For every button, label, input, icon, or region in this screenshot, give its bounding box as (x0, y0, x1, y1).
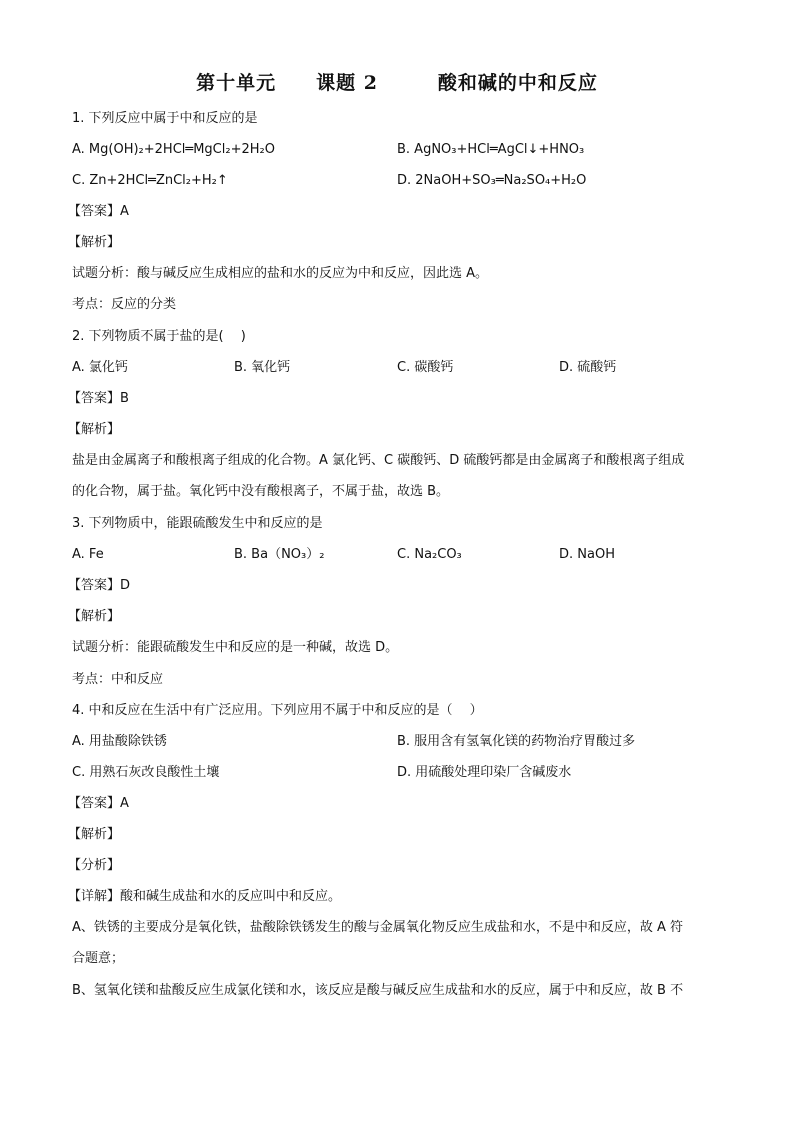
question-2-analysis-line-2: 的化合物，属于盐。氧化钙中没有酸根离子，不属于盐，故选 B。 (72, 484, 450, 499)
question-3-option-b: B. Ba（NO₃）₂ (234, 547, 325, 562)
question-1-analysis: 试题分析：酸与碱反应生成相应的盐和水的反应为中和反应，因此选 A。 (72, 266, 489, 281)
question-4-option-a: A. 用盐酸除铁锈 (72, 734, 167, 749)
question-2-option-b: B. 氧化钙 (234, 360, 291, 375)
question-4-explanation-b-line-1: B、氢氧化镁和盐酸反应生成氯化镁和水，该反应是酸与碱反应生成盐和水的反应，属于中和反应，故 B 不 (72, 983, 684, 998)
question-4-explanation-a-line-2: 合题意； (72, 951, 125, 966)
question-3-option-d: D. NaOH (559, 547, 615, 562)
question-1-analysis-label: 【解析】 (68, 235, 121, 250)
question-4-answer: 【答案】A (68, 796, 129, 811)
question-4-option-b: B. 服用含有氢氧化镁的药物治疗胃酸过多 (397, 734, 636, 749)
question-3-option-a: A. Fe (72, 547, 104, 562)
question-4-stem: 4. 中和反应在生活中有广泛应用。下列应用不属于中和反应的是（ ） (72, 703, 483, 718)
question-4-fenxi-label: 【分析】 (68, 858, 121, 873)
question-4-option-c: C. 用熟石灰改良酸性土壤 (72, 765, 220, 780)
question-1-answer: 【答案】A (68, 204, 129, 219)
question-2-analysis-label: 【解析】 (68, 422, 121, 437)
question-1-point: 考点：反应的分类 (72, 297, 177, 312)
question-3-analysis-label: 【解析】 (68, 609, 121, 624)
question-3-option-c: C. Na₂CO₃ (397, 547, 462, 562)
question-2-stem: 2. 下列物质不属于盐的是( ) (72, 329, 246, 344)
question-2-analysis-line-1: 盐是由金属离子和酸根离子组成的化合物。A 氯化钙、C 碳酸钙、D 硫酸钙都是由金属离子和酸根离子组成 (72, 453, 685, 468)
question-3-stem: 3. 下列物质中，能跟硫酸发生中和反应的是 (72, 516, 323, 531)
question-2-option-c: C. 碳酸钙 (397, 360, 454, 375)
question-1-option-c: C. Zn+2HCl═ZnCl₂+H₂↑ (72, 173, 228, 188)
question-1-option-d: D. 2NaOH+SO₃═Na₂SO₄+H₂O (397, 173, 587, 188)
question-4-analysis-label: 【解析】 (68, 827, 121, 842)
page-title: 第十单元 课题 2 酸和碱的中和反应 (196, 72, 598, 94)
question-4-detail: 【详解】酸和碱生成盐和水的反应叫中和反应。 (68, 889, 342, 904)
question-1-stem: 1. 下列反应中属于中和反应的是 (72, 111, 258, 126)
question-3-point: 考点：中和反应 (72, 672, 164, 687)
question-2-option-a: A. 氯化钙 (72, 360, 128, 375)
question-3-analysis: 试题分析：能跟硫酸发生中和反应的是一种碱，故选 D。 (72, 640, 399, 655)
question-4-option-d: D. 用硫酸处理印染厂含碱废水 (397, 765, 572, 780)
question-4-explanation-a-line-1: A、铁锈的主要成分是氧化铁，盐酸除铁锈发生的酸与金属氧化物反应生成盐和水，不是中和反应，故 A 符 (72, 920, 684, 935)
question-1-option-b: B. AgNO₃+HCl═AgCl↓+HNO₃ (397, 142, 585, 157)
question-1-option-a: A. Mg(OH)₂+2HCl═MgCl₂+2H₂O (72, 142, 275, 157)
question-2-option-d: D. 硫酸钙 (559, 360, 617, 375)
question-2-answer: 【答案】B (68, 391, 129, 406)
question-3-answer: 【答案】D (68, 578, 131, 593)
